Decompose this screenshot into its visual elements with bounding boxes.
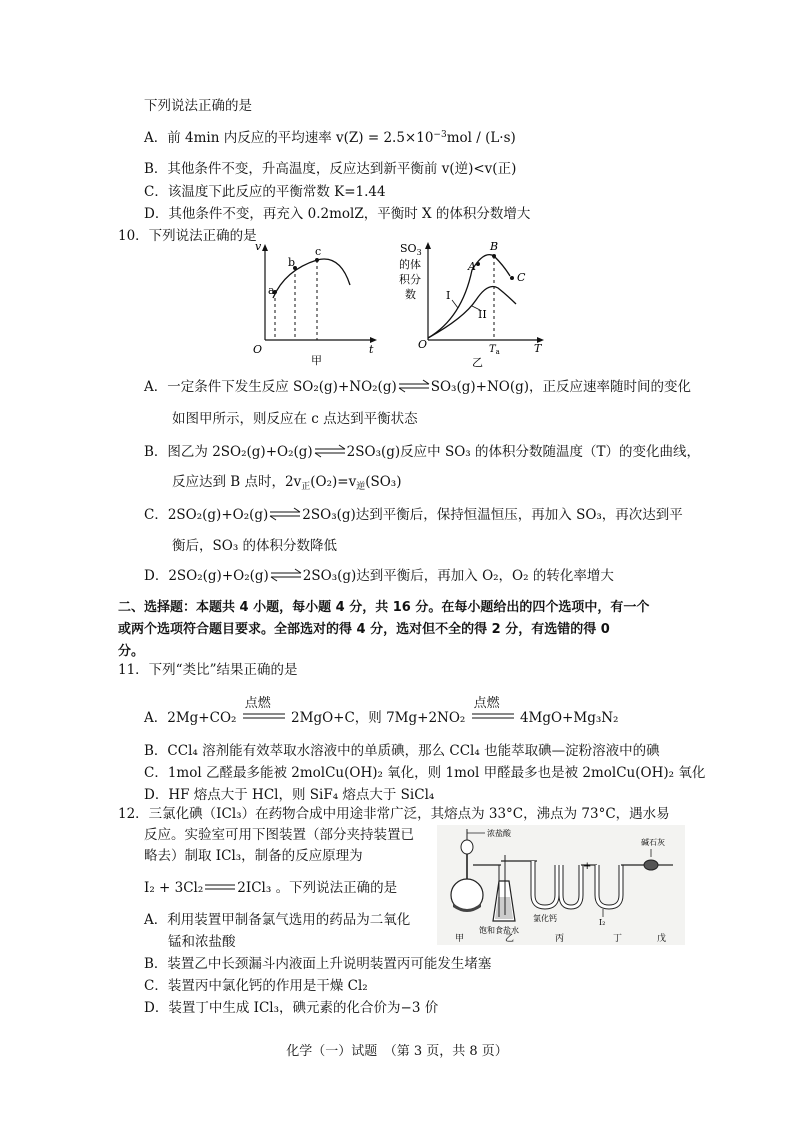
graph-yi-c-label: C <box>517 271 526 284</box>
label-jia: 甲 <box>455 934 465 944</box>
label-yi: 乙 <box>505 934 515 944</box>
q12-stem-line3: 略去）制取 ICl₃，制备的反应原理为 <box>144 848 363 864</box>
q9-option-a: A．前 4min 内反应的平均速率 $v(Z) = 2.5\times 10^{-3}mol / (L\cdot s)$ <box>144 130 516 146</box>
drying-tube-wu <box>644 860 658 870</box>
q12-option-a-line1: A．利用装置甲制备氯气选用的药品为二氧化 <box>144 912 411 928</box>
graph-jia-curve <box>273 259 350 298</box>
label-cacl2: 氯化钙 <box>533 914 557 923</box>
q11-option-d: D．HF 熔点大于 HCl，则 SiF₄ 熔点大于 SiCl₄ <box>144 787 435 803</box>
q11-option-a: A．2Mg+CO₂ 点燃 2MgO+C，则 7Mg+2NO₂ 点燃 4MgO+Mg₃N₂ <box>144 696 619 726</box>
label-brine: 饱和食盐水 <box>479 926 519 935</box>
q12-stem-line2: 反应。实验室可用下图装置（部分夹持装置已 <box>144 827 414 843</box>
q10-option-d: D．2SO₂(g)+O₂(g) 2SO₃(g)达到平衡后，再加入 O₂，O₂ 的转化率增大 <box>144 568 614 584</box>
graph-yi-b-label: B <box>490 240 499 253</box>
q12-option-a-line2: 锰和浓盐酸 <box>168 934 236 950</box>
graph-jia-a-label: a <box>268 284 275 297</box>
graph-yi-t-label: T <box>534 342 542 355</box>
q10-option-c-line2: 衡后，SO₃ 的体积分数降低 <box>172 538 338 554</box>
graph-yi-y-arrow <box>425 242 431 249</box>
label-hcl: 浓盐酸 <box>487 829 511 838</box>
q10-option-b-line2: 反应达到 B 点时，$2v_正(O_2)=v_逆(SO_3)$ <box>172 474 402 492</box>
graph-yi-ii-label: II <box>478 308 487 321</box>
graph-jia-caption: 甲 <box>311 354 322 367</box>
graph-jia-b-label: b <box>288 256 296 269</box>
reaction-condition-arrow: 点燃 <box>244 696 271 711</box>
label-ding: 丁 <box>613 934 623 944</box>
equilibrium-arrow-icon <box>397 379 431 393</box>
graph-jia-c-label: c <box>315 245 322 258</box>
graph-yi-curve-2 <box>428 287 516 339</box>
q12-option-c: C．装置丙中氯化钙的作用是干燥 Cl₂ <box>144 978 368 994</box>
graph-yi-y-label-1: $SO_3$ <box>400 242 422 257</box>
graph-jia-y-arrow <box>262 244 268 251</box>
equilibrium-arrow-icon <box>313 444 347 458</box>
dropping-funnel <box>461 840 473 854</box>
graph-yi-i-label: I <box>446 289 451 302</box>
q11-stem: 11．下列“类比”结果正确的是 <box>118 662 298 678</box>
equals-sign-icon <box>203 880 237 894</box>
label-soda-lime: 碱石灰 <box>641 838 665 847</box>
section2-heading-line2: 或两个选项符合题目要求。全部选对的得 4 分，选对但不全的得 2 分，有选错的得 0 <box>118 622 610 637</box>
q9-option-c: C．该温度下此反应的平衡常数 K=1.44 <box>144 184 386 200</box>
graph-yi-ta-label: $T_a$ <box>489 344 500 356</box>
graph-yi-y-label-2: 的体 <box>399 258 421 271</box>
graph-yi-origin: O <box>418 338 428 351</box>
q10-option-a-line2: 如图甲所示，则反应在 c 点达到平衡状态 <box>172 411 418 427</box>
label-wu: 戊 <box>657 934 667 944</box>
graph-yi-y-label-4: 数 <box>405 288 416 301</box>
graph-jia <box>245 240 385 370</box>
graph-jia-v-label: v <box>255 240 262 253</box>
graph-yi-leader-i <box>452 300 458 308</box>
q9-option-b: B．其他条件不变，升高温度，反应达到新平衡前 v(逆)<v(正) <box>144 161 517 177</box>
q10-option-a-line1: A．一定条件下发生反应 SO₂(g)+NO₂(g) SO₃(g)+NO(g)，正反应速率随时间的变化 <box>144 379 692 395</box>
q12-option-d: D．装置丁中生成 ICl₃，碘元素的化合价为−3 价 <box>144 1000 439 1016</box>
svg-text:+: + <box>583 861 592 872</box>
graph-yi-a-label: A <box>468 260 476 273</box>
q10-stem: 10．下列说法正确的是 <box>118 228 257 244</box>
page-footer: 化学（一）试题 （第 3 页，共 8 页） <box>286 1044 508 1059</box>
section2-heading-line3: 分。 <box>118 644 145 659</box>
graph-yi-caption: 乙 <box>472 356 483 369</box>
q10-option-b-line1: B．图乙为 2SO₂(g)+O₂(g) 2SO₃(g)反应中 SO₃ 的体积分数随温度（T）的变化曲线， <box>144 444 700 460</box>
label-bing: 丙 <box>555 934 565 944</box>
q12-stem-line4: I₂ + 3Cl₂ 2ICl₃ 。下列说法正确的是 <box>144 880 398 896</box>
graph-yi-y-label-3: 积分 <box>399 273 421 286</box>
label-i2: I₂ <box>599 918 606 927</box>
graph-jia-t-label: t <box>369 343 374 356</box>
section2-heading-line1: 二、选择题：本题共 4 小题，每小题 4 分，共 16 分。在每小题给出的四个选项中，有一个 <box>118 600 650 615</box>
graph-jia-origin: O <box>253 343 263 356</box>
graph-yi-point-a <box>476 262 480 266</box>
graph-yi-point-c <box>510 276 514 280</box>
q9-stem: 下列说法正确的是 <box>144 98 252 114</box>
q11-option-b: B．CCl₄ 溶剂能有效萃取水溶液中的单质碘，那么 CCl₄ 也能萃取碘—淀粉溶液中的碘 <box>144 743 660 759</box>
q11-option-c: C．1mol 乙醛最多能被 2molCu(OH)₂ 氧化，则 1mol 甲醛最多也是被 2molCu(OH)₂ 氧化 <box>144 765 706 781</box>
q9-option-d: D．其他条件不变，再充入 0.2molZ，平衡时 X 的体积分数增大 <box>144 206 531 222</box>
equilibrium-arrow-icon <box>268 507 302 521</box>
q10-option-c-line1: C．2SO₂(g)+O₂(g) 2SO₃(g)达到平衡后，保持恒温恒压，再加入 SO₃，再次达到平 <box>144 507 683 523</box>
graph-jia-point-c <box>315 258 319 262</box>
graph-yi-point-b <box>492 254 496 258</box>
q12-stem-line1: 12．三氯化碘（ICl₃）在药物合成中用途非常广泛，其熔点为 33°C，沸点为 73°C，遇水易 <box>118 806 670 822</box>
reaction-condition-arrow: 点燃 <box>473 696 500 711</box>
graph-yi <box>392 238 552 370</box>
equilibrium-arrow-icon <box>269 568 303 582</box>
apparatus-diagram <box>437 825 685 945</box>
q12-option-b: B．装置乙中长颈漏斗内液面上升说明装置丙可能发生堵塞 <box>144 956 492 972</box>
